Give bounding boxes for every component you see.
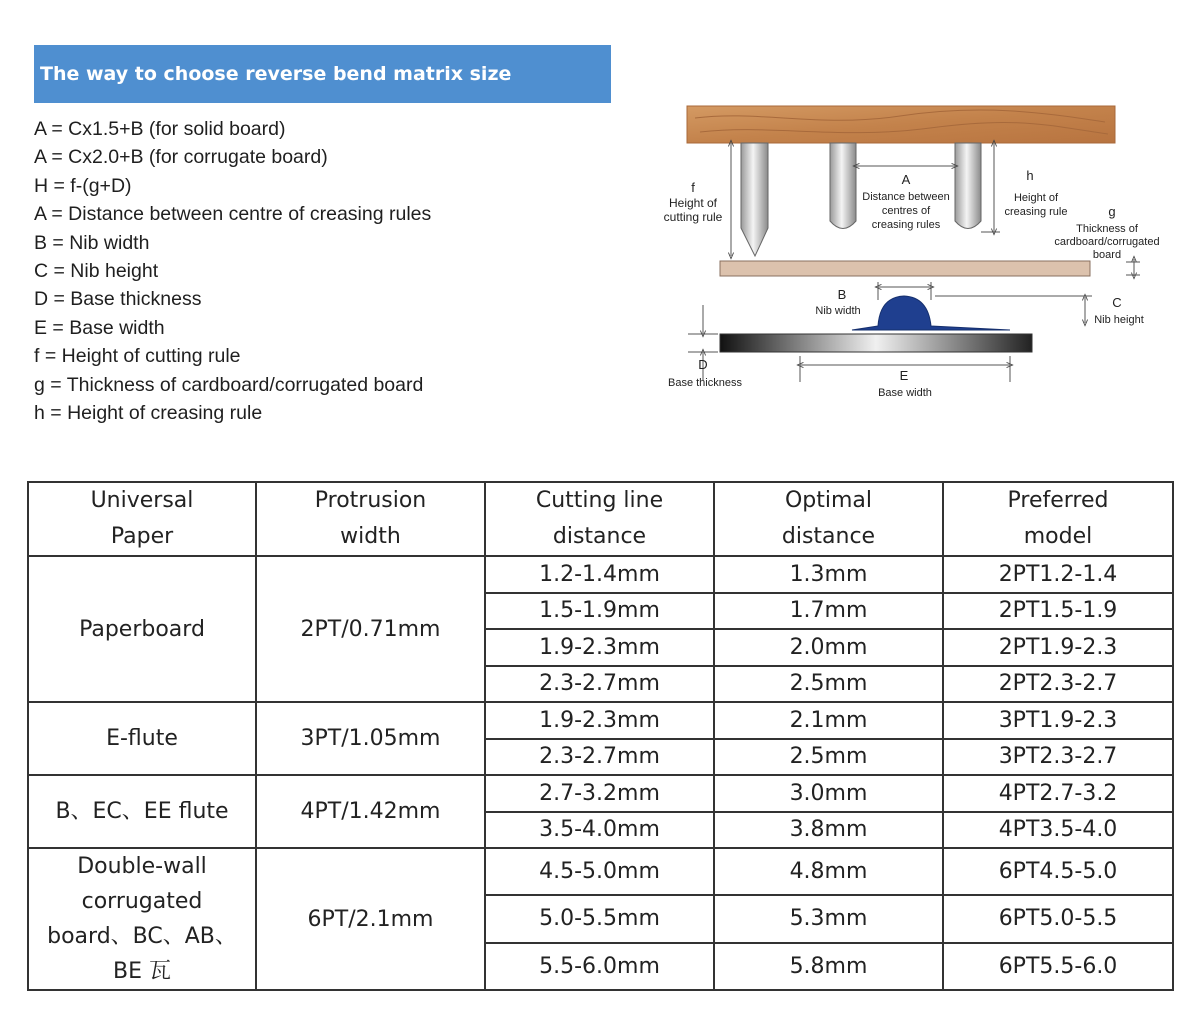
- cutting-distance-cell: 4.5-5.0mm: [485, 848, 714, 895]
- formula-line: h = Height of creasing rule: [34, 402, 263, 425]
- table-row: [28, 775, 1173, 812]
- formula-line: D = Base thickness: [34, 288, 202, 311]
- optimal-distance-cell: 5.8mm: [714, 943, 943, 990]
- header-optimal-distance: Optimal distance: [714, 482, 943, 556]
- formula-line: f = Height of cutting rule: [34, 345, 241, 368]
- cardboard-sheet: [720, 261, 1090, 276]
- header-protrusion-width: Protrusion width: [256, 482, 485, 556]
- g-label-2: cardboard/corrugated: [1054, 236, 1160, 248]
- f-label-2: cutting rule: [663, 210, 723, 224]
- h-label-2: creasing rule: [1004, 206, 1068, 218]
- cutting-rule: [741, 143, 768, 256]
- formula-line: A = Cx2.0+B (for corrugate board): [34, 146, 328, 169]
- paper-type-cell: Paperboard: [28, 556, 256, 702]
- preferred-model-cell: 6PT4.5-5.0: [943, 848, 1173, 895]
- optimal-distance-cell: 3.0mm: [714, 775, 943, 812]
- protrusion-width-cell: 4PT/1.42mm: [256, 775, 485, 848]
- protrusion-width-cell: 6PT/2.1mm: [256, 848, 485, 990]
- e-letter: E: [899, 368, 909, 383]
- c-letter: C: [1112, 295, 1122, 310]
- optimal-distance-cell: 4.8mm: [714, 848, 943, 895]
- banner-title: The way to choose reverse bend matrix size: [40, 63, 512, 85]
- paper-type-cell: Double-wall corrugated board、BC、AB、 BE 瓦: [28, 848, 256, 990]
- preferred-model-cell: 6PT5.0-5.5: [943, 895, 1173, 942]
- preferred-model-cell: 4PT2.7-3.2: [943, 775, 1173, 812]
- optimal-distance-cell: 2.0mm: [714, 629, 943, 666]
- h-label-1: Height of: [1013, 192, 1059, 204]
- d-letter: D: [698, 357, 708, 372]
- table-row: [28, 702, 1173, 739]
- header-cutting-line-distance: Cutting line distance: [485, 482, 714, 556]
- formula-list: [34, 115, 431, 427]
- optimal-distance-cell: 2.5mm: [714, 739, 943, 776]
- paper-type-cell: B、EC、EE flute: [28, 775, 256, 848]
- creasing-rule-2: [955, 143, 981, 229]
- f-letter: f: [691, 180, 695, 195]
- header-preferred-model: Preferred model: [943, 482, 1173, 556]
- preferred-model-cell: 2PT1.9-2.3: [943, 629, 1173, 666]
- formula-line: B = Nib width: [34, 231, 150, 254]
- formula-line: C = Nib height: [34, 260, 159, 283]
- formula-line: E = Base width: [34, 316, 165, 339]
- cutting-distance-cell: 1.2-1.4mm: [485, 556, 714, 593]
- preferred-model-cell: 2PT1.2-1.4: [943, 556, 1173, 593]
- a-label-3: creasing rules: [871, 219, 941, 231]
- f-label-1: Height of: [668, 196, 718, 210]
- cutting-distance-cell: 2.7-3.2mm: [485, 775, 714, 812]
- protrusion-width-cell: 2PT/0.71mm: [256, 556, 485, 702]
- matrix-nib: [852, 296, 1010, 330]
- matrix-base: [720, 334, 1032, 352]
- table-row: [28, 556, 1173, 593]
- die-cutting-diagram: [650, 100, 1180, 400]
- preferred-model-cell: 2PT1.5-1.9: [943, 593, 1173, 630]
- cutting-distance-cell: 2.3-2.7mm: [485, 739, 714, 776]
- a-label-2: centres of: [881, 205, 931, 217]
- cutting-distance-cell: 1.9-2.3mm: [485, 702, 714, 739]
- formula-line: g = Thickness of cardboard/corrugated board: [34, 373, 424, 396]
- a-letter: A: [901, 172, 911, 187]
- e-label: Base width: [878, 387, 932, 399]
- matrix-size-table: [27, 481, 1174, 991]
- preferred-model-cell: 4PT3.5-4.0: [943, 812, 1173, 849]
- cutting-distance-cell: 5.5-6.0mm: [485, 943, 714, 990]
- g-letter: g: [1108, 204, 1116, 219]
- cutting-distance-cell: 3.5-4.0mm: [485, 812, 714, 849]
- cutting-distance-cell: 2.3-2.7mm: [485, 666, 714, 703]
- protrusion-width-cell: 3PT/1.05mm: [256, 702, 485, 775]
- c-label: Nib height: [1094, 314, 1144, 326]
- preferred-model-cell: 6PT5.5-6.0: [943, 943, 1173, 990]
- h-letter: h: [1026, 168, 1034, 183]
- table-row: [28, 848, 1173, 895]
- d-label: Base thickness: [668, 377, 742, 389]
- cutting-distance-cell: 5.0-5.5mm: [485, 895, 714, 942]
- b-label: Nib width: [815, 305, 861, 317]
- optimal-distance-cell: 1.3mm: [714, 556, 943, 593]
- wood-die-board: [687, 106, 1115, 143]
- optimal-distance-cell: 5.3mm: [714, 895, 943, 942]
- preferred-model-cell: 2PT2.3-2.7: [943, 666, 1173, 703]
- cutting-distance-cell: 1.5-1.9mm: [485, 593, 714, 630]
- optimal-distance-cell: 1.7mm: [714, 593, 943, 630]
- g-label-1: Thickness of: [1076, 223, 1138, 235]
- formula-line: A = Distance between centre of creasing rules: [34, 203, 432, 226]
- a-label-1: Distance between: [862, 191, 950, 203]
- b-letter: B: [837, 287, 847, 302]
- formula-line: A = Cx1.5+B (for solid board): [34, 118, 286, 140]
- formula-line: H = f-(g+D): [34, 174, 132, 197]
- optimal-distance-cell: 2.1mm: [714, 702, 943, 739]
- cutting-distance-cell: 1.9-2.3mm: [485, 629, 714, 666]
- table-header-row: [28, 482, 1173, 556]
- optimal-distance-cell: 3.8mm: [714, 812, 943, 849]
- preferred-model-cell: 3PT1.9-2.3: [943, 702, 1173, 739]
- g-label-3: board: [1092, 249, 1122, 261]
- optimal-distance-cell: 2.5mm: [714, 666, 943, 703]
- paper-type-cell: E-flute: [28, 702, 256, 775]
- section-banner: [34, 45, 611, 103]
- preferred-model-cell: 3PT2.3-2.7: [943, 739, 1173, 776]
- creasing-rule-1: [830, 143, 856, 229]
- header-universal-paper: Universal Paper: [28, 482, 256, 556]
